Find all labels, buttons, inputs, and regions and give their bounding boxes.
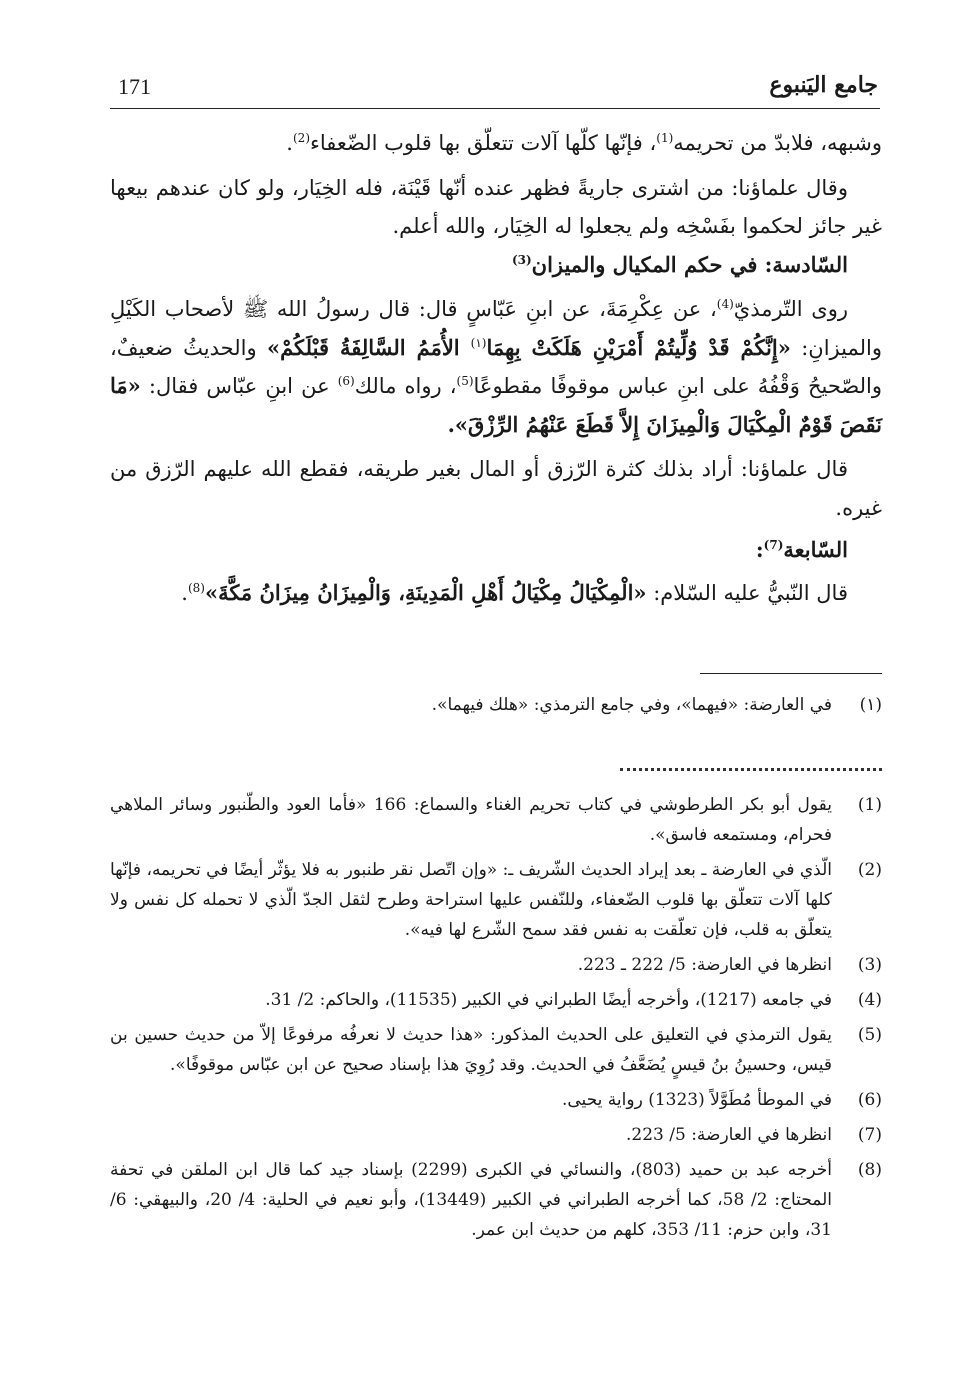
hadith-quote: الأُمَمُ السَّالِفَةُ قَبْلَكُمْ» (266, 334, 471, 360)
footnote-item (110, 790, 882, 850)
footnote-item (110, 1155, 882, 1245)
footnote-item (110, 1085, 882, 1115)
footnote-text: انظرها في العارضة: 5/ 222 ـ 223. (577, 955, 832, 975)
hadith-quote: «إِنَّكُمْ قَدْ وُلِّيتُمْ أَمْرَيْنِ هَلَكَتْ بِهِمَا (486, 334, 791, 360)
section-heading-seventh: السّابعة$^{(7)}$: (755, 537, 848, 562)
footnote-number: (2) (857, 860, 882, 880)
main-text (110, 124, 882, 612)
paragraph-4: قال علماؤنا: أراد بذلك كثرة الرّزق أو المال بغير طريقه، فقطع الله عليهم الرّزق من غيره. (110, 457, 882, 520)
running-title: جامع اليَنبوع (769, 72, 878, 98)
footnote-ref: (١) (470, 335, 487, 350)
footnote-ref: (3) (511, 252, 532, 267)
footnote-item (110, 1120, 882, 1150)
footnote-number: (4) (857, 990, 882, 1010)
footnote-number: (5) (857, 1025, 882, 1045)
hadith-quote: «مَا نَقَصَ قَوْمٌ الْمِكْيَالَ وَالْمِيزَانَ إِلاَّ قَطَعَ عَنْهُمُ الرِّزْقَ». (110, 373, 882, 437)
footnote-text: يقول الترمذي في التعليق على الحديث المذكور: «هذا حديث لا نعرفُه مرفوعًا إلاّ من حديث حسين بن قيس، وحسينُ بنُ قيسٍ يُضَعَّفُ في الحديث. وقد رُوِيَ هذا بإسناد صحيح عن ابن عبّاس موقوفًا». (110, 1025, 832, 1075)
paragraph-1: وشبهه، فلابدّ من تحريمه$^{(1)}$، فإنّها كلّها آلات تتعلّق بها قلوب الضّعفاء$^{(2)}$. (286, 131, 882, 155)
footnote-ref: (6) (337, 374, 355, 388)
hadith-quote: «الْمِكْيَالُ مِكْيَالُ أَهْلِ الْمَدِينَةِ، وَالْمِيزَانُ مِيزَانُ مَكَّةَ» (204, 579, 647, 605)
original-note-item (110, 690, 882, 720)
footnote-text: في جامعه (1217)، وأخرجه أيضًا الطبراني في الكبير (11535)، والحاكم: 2/ 31. (265, 990, 832, 1010)
footnote-number: (7) (857, 1125, 882, 1145)
footnote-text: أخرجه عبد بن حميد (803)، والنسائي في الكبرى (2299) بإسناد جيد كما قال ابن الملقن في تحفة المحتاج: 2/ 58، كما أخرجه الطبراني في الكبير (13449)، وأبو نعيم في الحلية: 4/ 20، والبيهقي: 6/ 31، وابن حزم: 11/ 353، كلهم من حديث ابن عمر. (110, 1160, 833, 1240)
section-heading-sixth: السّادسة: في حكم المكيال والميزان$^{(3)}$ (511, 251, 848, 277)
paragraph-2: وقال علماؤنا: من اشترى جاريةً فظهر عنده أنّها قَيْنَة، فله الخِيَار، ولو كان عندهم بيعها غير جائز لحكموا بفَسْخِه ولم يجعلوا له الخِيَار، والله أعلم. (110, 175, 882, 238)
paragraph-5: قال النّبيُّ عليه السّلام: «الْمِكْيَالُ مِكْيَالُ أَهْلِ الْمَدِينَةِ، وَالْمِيزَانُ مِيزَانُ مَكَّةَ»$^{(8)}$. (181, 579, 848, 605)
footnote-text: انظرها في العارضة: 5/ 223. (625, 1125, 832, 1145)
page-number: 171 (118, 74, 151, 99)
footnote-text: الّذي في العارضة ـ بعد إيراد الحديث الشّريف ـ: «وإن اتّصل نقر طنبور به فلا يؤثّر أيضًا في تحريمه، فإنّها كلها آلات تتعلّق بها قلوب الضّعفاء، وللنّفس عليها استراحة وطرح لثقل الجدّ الّذي لا تحمله كل نفس ولا يتعلّق به قلب، فإن تعلّقت به نفس فقد سمح الشّرع لها فيه». (110, 860, 832, 940)
footnote-item (110, 950, 882, 980)
footnote-item (110, 855, 882, 945)
dotted-separator (620, 768, 882, 775)
footnote-ref: (8) (187, 580, 205, 595)
footnote-number: (6) (857, 1090, 882, 1110)
footnote-separator (700, 673, 882, 674)
footnote-number: (3) (857, 955, 882, 975)
note-number: (١) (859, 695, 882, 715)
footnote-text: يقول أبو بكر الطرطوشي في كتاب تحريم الغناء والسماع: 166 «فأما العود والطّنبور وسائر الملاهي فحرام، ومستمعه فاسق». (110, 795, 833, 845)
footnote-number: (1) (857, 795, 882, 815)
footnote-ref: (2) (292, 131, 310, 145)
footnote-item (110, 985, 882, 1015)
footnote-ref: (7) (763, 538, 784, 552)
footnote-text: في الموطأ مُطَوَّلاً (1323) رواية يحيى. (561, 1090, 832, 1110)
footnote-number: (8) (857, 1160, 882, 1180)
page-header (110, 68, 880, 109)
footnote-ref: (1) (656, 131, 674, 145)
paragraph-3: روى التّرمذيّ$^{(4)}$، عن عِكْرِمَةَ، عن ابنِ عَبّاسٍ قال: قال رسولُ الله ﷺ لأصحاب الكَيْلِ والميزانِ: «إِنَّكُمْ قَدْ وُلِّيتُمْ أَمْرَيْنِ هَلَكَتْ بِهِمَا$^{(١)}$ الأُمَمُ السَّالِفَةُ قَبْلَكُمْ» والحديثُ ضعيفٌ، والصّحيحُ وَقْفُهُ على ابنِ عباس موقوفًا مقطوعًا$^{(5)}$، رواه مالك$^{(6)}$ عن ابنِ عبّاس فقال: «مَا نَقَصَ قَوْمٌ الْمِكْيَالَ وَالْمِيزَانَ إِلاَّ قَطَعَ عَنْهُمُ الرِّزْقَ». (110, 297, 883, 437)
original-notes (110, 690, 882, 725)
editor-footnotes (110, 790, 882, 1250)
footnote-item (110, 1020, 882, 1080)
note-text: في العارضة: «فيهما»، وفي جامع الترمذي: «هلك فيهما». (431, 695, 832, 715)
footnote-ref: (5) (456, 374, 474, 388)
footnote-ref: (4) (716, 297, 734, 311)
